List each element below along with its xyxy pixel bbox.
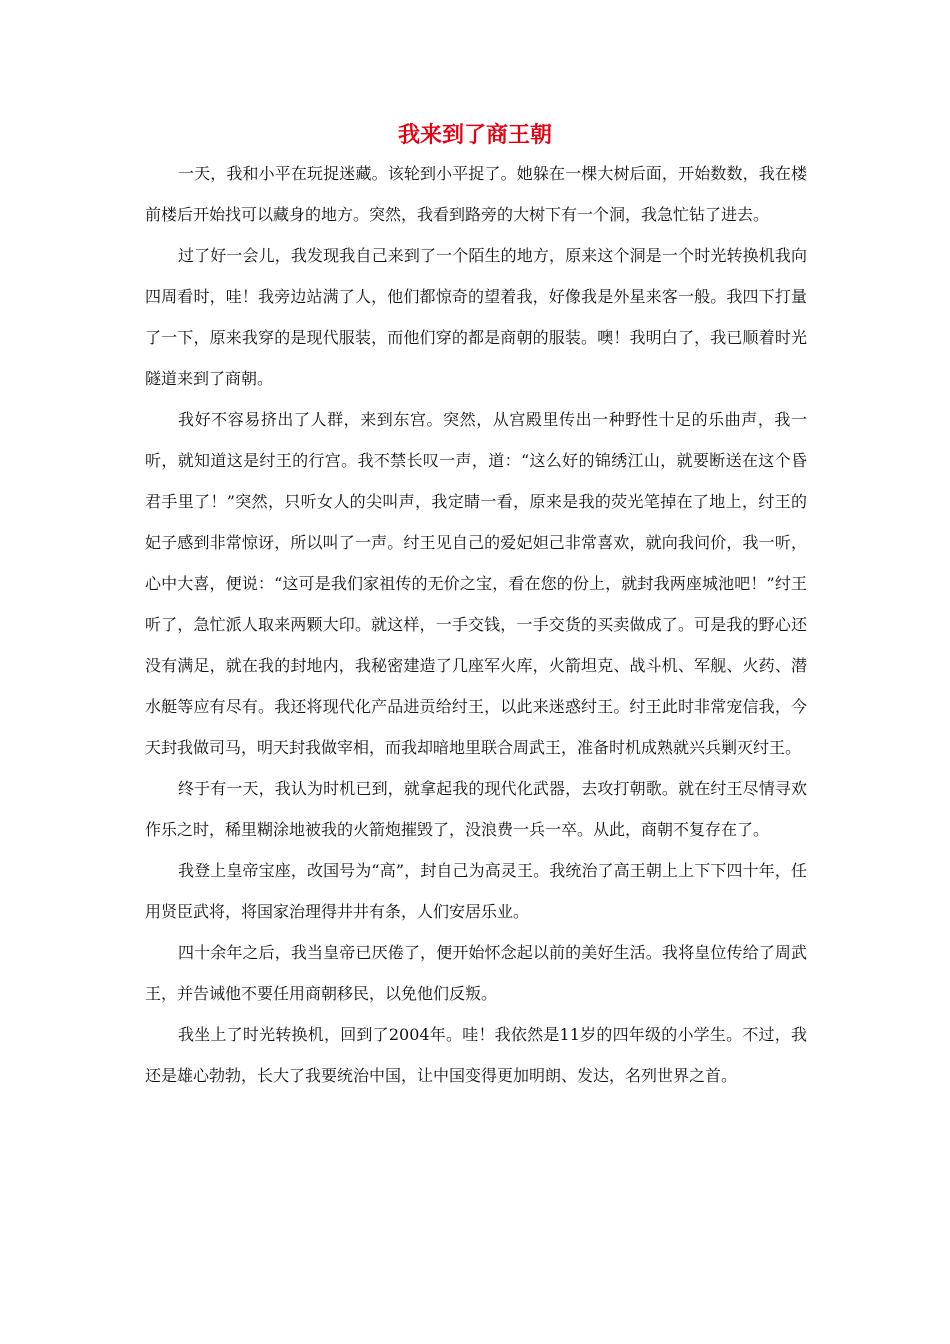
paragraph: 我登上皇帝宝座，改国号为“高”，封自己为高灵王。我统治了高王朝上上下下四十年，任用贤臣武将，将国家治理得井井有条，人们安居乐业。 <box>145 861 807 921</box>
paragraph: 我坐上了时光转换机，回到了2004年。哇！我依然是11岁的四年级的小学生。不过，我还是雄心勃勃，长大了我要统治中国，让中国变得更加明朗、发达，名列世界之首。 <box>145 1025 807 1085</box>
paragraph: 我好不容易挤出了人群，来到东宫。突然，从宫殿里传出一种野性十足的乐曲声，我一听，就知道这是纣王的行宫。我不禁长叹一声，道：“这么好的锦绣江山，就要断送在这个昏君手里了！”突然，只听女人的尖叫声，我定睛一看，原来是我的荧光笔掉在了地上，纣王的妃子感到非常惊讶，所以叫了一声。纣王见自己的爱妃妲己非常喜欢，就向我问价，我一听，心中大喜，便说：“这可是我们家祖传的无价之宝，看在您的份上，就封我两座城池吧！”纣王听了，急忙派人取来两颗大印。就这样，一手交钱，一手交货的买卖做成了。可是我的野心还没有满足，就在我的封地内，我秘密建造了几座军火库，火箭坦克、战斗机、军舰、火药、潜水艇等应有尽有。我还将现代化产品进贡给纣王，以此来迷惑纣王。纣王此时非常宠信我，今天封我做司马，明天封我做宰相，而我却暗地里联合周武王，准备时机成熟就兴兵剿灭纣王。 <box>145 410 807 757</box>
paragraph: 四十余年之后，我当皇帝已厌倦了，便开始怀念起以前的美好生活。我将皇位传给了周武王，并告诫他不要任用商朝移民，以免他们反叛。 <box>145 943 807 1003</box>
paragraph: 终于有一天，我认为时机已到，就拿起我的现代化武器，去攻打朝歌。就在纣王尽情寻欢作乐之时，稀里糊涂地被我的火箭炮摧毁了，没浪费一兵一卒。从此，商朝不复存在了。 <box>145 779 807 839</box>
paragraph: 过了好一会儿，我发现我自己来到了一个陌生的地方，原来这个洞是一个时光转换机我向四周看时，哇！我旁边站满了人，他们都惊奇的望着我，好像我是外星来客一般。我四下打量了一下，原来我穿的是现代服装，而他们穿的都是商朝的服装。噢！我明白了，我已顺着时光隧道来到了商朝。 <box>145 246 807 388</box>
paragraph: 一天，我和小平在玩捉迷藏。该轮到小平捉了。她躲在一棵大树后面，开始数数，我在楼前楼后开始找可以藏身的地方。突然，我看到路旁的大树下有一个洞，我急忙钻了进去。 <box>145 164 807 224</box>
document-title: 我来到了商王朝 <box>397 122 552 148</box>
document-body <box>145 153 807 1096</box>
